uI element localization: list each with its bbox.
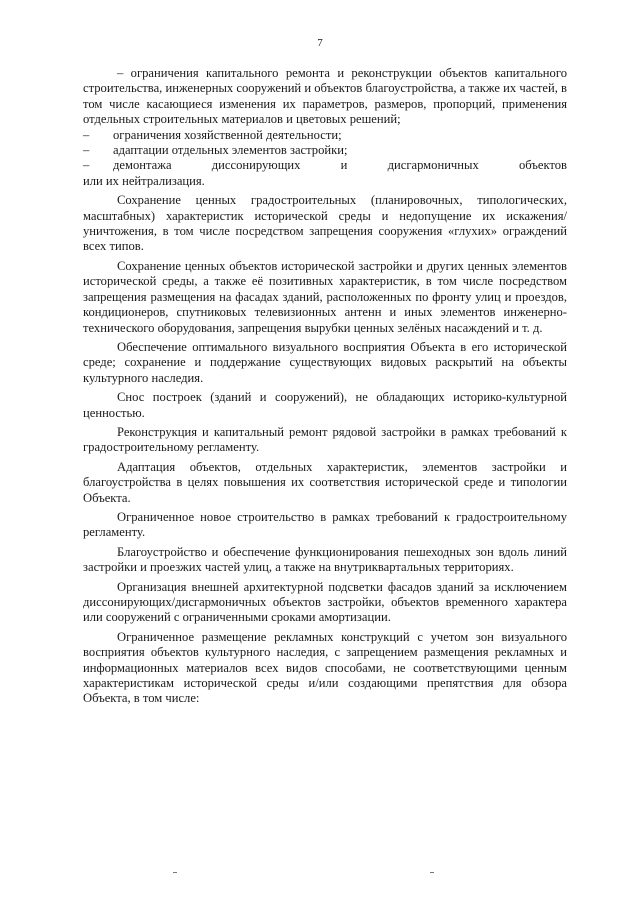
list-item-text: ограничения хозяйственной деятельности; — [113, 127, 342, 142]
paragraph-advertising: Ограниченное размещение рекламных конструкций с учетом зон визуального восприятия объектов культурного наследия, с запрещением размещения рекламных и информационных материалов всех видов способами, не соответствующими ценным характеристикам исторической среды и/или создающими препятствия для обзора Объекта, в том числе: — [83, 629, 567, 706]
page-number: 7 — [317, 37, 323, 49]
list-item-text: демонтажа диссонирующих и дисгармоничных объектов — [113, 158, 567, 173]
paragraph-pedestrian-zones: Благоустройство и обеспечение функционирования пешеходных зон вдоль линий застройки и проезжих частей улиц, а также на внутриквартальных территориях. — [83, 544, 567, 575]
paragraph-capital-repair-restrictions: – ограничения капитального ремонта и реконструкции объектов капитального строительства, инженерных сооружений и объектов благоустройства, а также их частей, в том числе касающиеся изменения их параметров, размеров, пропорций, применения отдельных строительных материалов и цветовых решений; — [83, 66, 567, 127]
list-continuation: или их нейтрализация. — [83, 173, 205, 188]
paragraph-facade-lighting: Организация внешней архитектурной подсветки фасадов зданий за исключением диссонирующих/дисгармоничных объектов застройки, объектов временного характера или сооружений с ограниченными сроками амортизации. — [83, 579, 567, 625]
paragraph-reconstruction: Реконструкция и капитальный ремонт рядовой застройки в рамках требований к градостроительному регламенту. — [83, 424, 567, 455]
paragraph-adaptation: Адаптация объектов, отдельных характеристик, элементов застройки и благоустройства в целях повышения их соответствия исторической среде и типологии Объекта. — [83, 459, 567, 505]
list-item — [83, 143, 567, 158]
paragraph-visual-perception: Обеспечение оптимального визуального восприятия Объекта в его исторической среде; сохранение и поддержание существующих видовых раскрытий на объекты культурного наследия. — [83, 339, 567, 385]
list-item-text: адаптации отдельных элементов застройки; — [113, 143, 348, 158]
scan-mark — [173, 872, 177, 876]
list-item — [83, 128, 567, 143]
list-dash: – — [83, 127, 90, 142]
document-body — [83, 66, 567, 707]
paragraph-new-construction: Ограниченное новое строительство в рамках требований к градостроительному регламенту. — [83, 509, 567, 540]
paragraph-urban-characteristics: Сохранение ценных градостроительных (планировочных, типологических, масштабных) характеристик исторической среды и недопущение их искажения/уничтожения, в том числе посредством запрещения сооружения «глухих» ограждений всех типов. — [83, 193, 567, 254]
scan-mark — [430, 872, 434, 876]
list-dash: – — [83, 158, 90, 173]
paragraph-demolition: Снос построек (зданий и сооружений), не обладающих историко-культурной ценностью. — [83, 390, 567, 420]
list-item — [83, 158, 567, 173]
paragraph-historic-buildings: Сохранение ценных объектов исторической застройки и других ценных элементов исторической среды, а также её позитивных характеристик, в том числе посредством запрещения размещения на фасадах зданий, расположенных по фронту улиц и проездов, кондиционеров, спутниковых телевизионных антенн и иных элементов инженерно-технического оборудования, запрещения вырубки ценных зелёных насаждений и т. д. — [83, 258, 567, 335]
list-dash: – — [83, 143, 90, 158]
